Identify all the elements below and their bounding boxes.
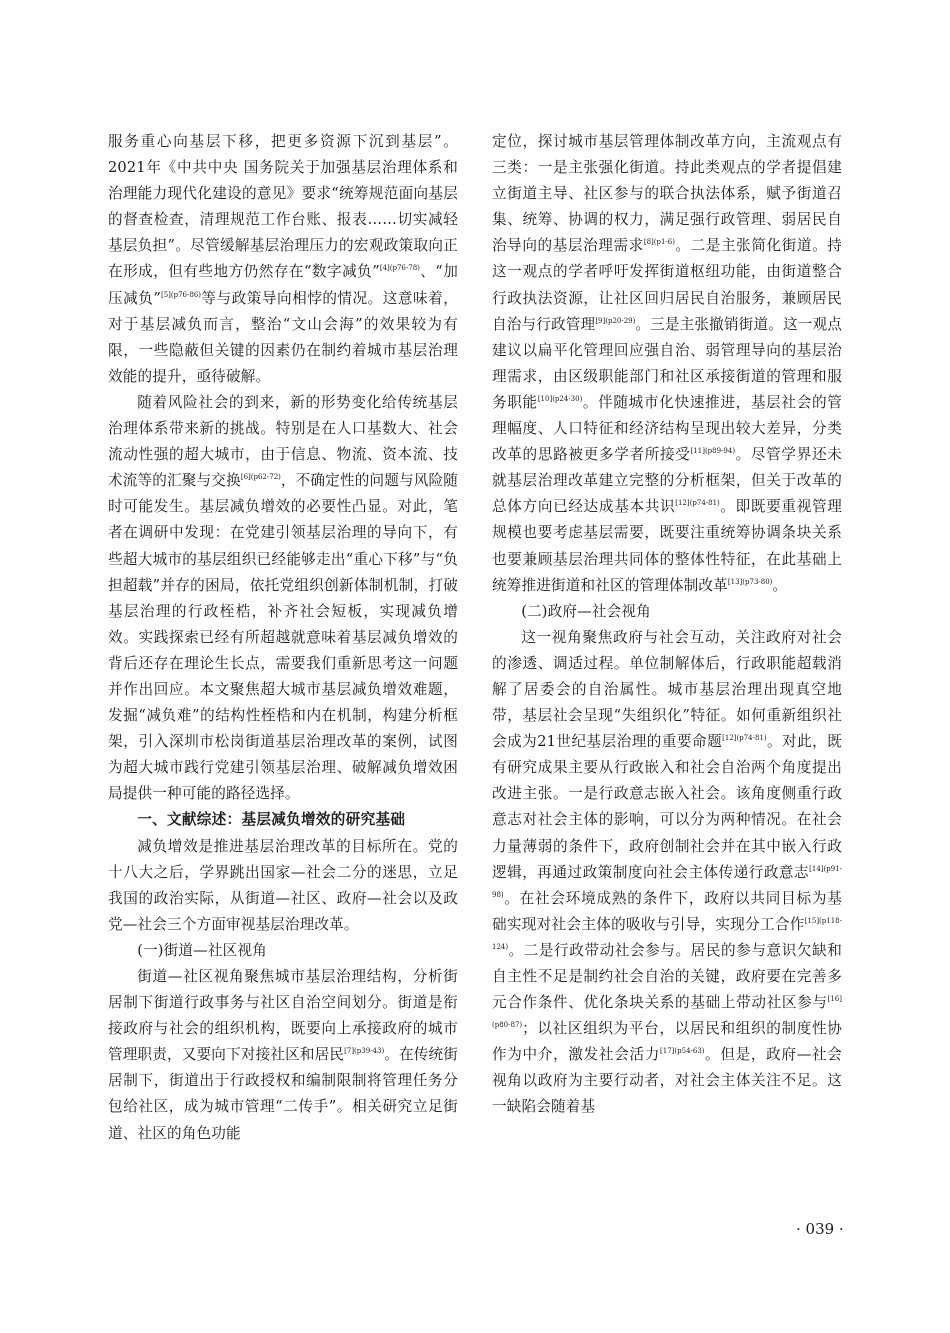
citation: [12](p74-81) <box>722 734 767 743</box>
citation: [4](p76-78) <box>379 264 420 273</box>
subheading-street-community: (一)街道—社区视角 <box>137 941 267 959</box>
citation: [5](p76-86) <box>160 290 202 299</box>
paragraph-review-intro: 减负增效是推进基层治理改革的目标所在。党的十八大之后，学界跳出国家—社会二分的迷思，立足我国的政治实际，从街道—社区、政府—社会以及政党—社会三个方面审视基层治理改革。 <box>108 837 458 933</box>
section-heading-literature-review: 一、文献综述：基层减负增效的研究基础 <box>137 811 406 829</box>
left-column <box>108 129 458 1147</box>
paragraph-government-society: 这一视角聚焦政府与社会互动，关注政府对社会的渗透、调适过程。单位制解体后，行政职能超载消解了居委会的自治属性。城市基层治理出现真空地带，基层社会呈现“失组织化”特征。如何重新组织社会成为21世纪基层治理的重要命题$^{[12](p74-81)}$。对此，既有研究成果主要从行政嵌入和社会自治两个角度提出改进主张。一是行政意志嵌入社会。该角度侧重行政意志对社会主体的影响，可以分为两种情况。在社会力量薄弱的条件下，政府创制社会并在其中嵌入行政逻辑，再通过政策制度向社会主体传递行政意志$^{[14](p91-98)}$。在社会环境成熟的条件下，政府以共同目标为基础实现对社会主体的吸收与引导，实现分工合作$^{[15](p118-124)}$。二是行政带动社会参与。居民的参与意识欠缺和自主性不足是制约社会自治的关键，政府要在完善多元合作条件、优化条块关系的基础上带动社区参与$^{[16](p80-87)}$；以社区组织为平台，以居民和组织的制度性协作为中介，激发社会活力$^{[17](p54-63)}$。但是，政府—社会视角以政府为主要行动者，对社会主体关注不足。这一缺陷会随着基 <box>492 628 843 1116</box>
citation: [15](p118-124) <box>492 916 842 951</box>
citation: [7](p39-43) <box>344 1047 385 1056</box>
right-column <box>492 129 842 1121</box>
citation: [17](p54-63) <box>660 1047 705 1056</box>
citation: [8](p1-6) <box>643 238 675 247</box>
citation: [11](p89-94) <box>690 447 736 456</box>
paragraph-street-reform-views: 定位，探讨城市基层管理体制改革方向，主流观点有三类：一是主张强化街道。持此类观点的学者提倡建立街道主导、社区参与的联合执法体系，赋予街道召集、统筹、协调的权力，满足强行政管理、弱居民自治导向的基层治理需求$^{[8](p1-6)}$。二是主张简化街道。持这一观点的学者呼吁发挥街道枢纽功能，由街道整合行政执法资源，让社区回归居民自治服务，兼顾居民自治与行政管理$^{[9](p20-29)}$。三是主张撤销街道。这一观点建议以扁平化管理回应强自治、弱管理导向的基层治理需求，由区级职能部门和社区承接街道的管理和服务职能$^{[10](p24-30)}$。伴随城市化快速推进，基层社会的管理幅度、人口特征和经济结构呈现出较大差异，分类改革的思路被更多学者所接受$^{[11](p89-94)}$。尽管学界还未就基层治理改革建立完整的分析框架，但关于改革的总体方向已经达成基本共识$^{[12](p74-81)}$。即既要重视管理规模也要考虑基层需要，既要注重统筹协调条块关系也要兼顾基层治理共同体的整体性特征，在此基础上统筹推进街道和社区的管理体制改革$^{[13](p73-80)}$。 <box>492 133 842 594</box>
citation: [9](p20-29) <box>595 316 636 325</box>
citation: [12](p74-81) <box>675 499 720 508</box>
citation: [10](p24-30) <box>537 394 583 403</box>
paragraph-intro-continued: 服务重心向基层下移，把更多资源下沉到基层”。2021年《中共中央 国务院关于加强基层治理体系和治理能力现代化建设的意见》要求“统筹规范面向基层的督查检查，清理规范工作台账、报表……切实减轻基层负担”。尽管缓解基层治理压力的宏观政策取向正在形成，但有些地方仍然存在“数字减负”$^{[4](p76-78)}$、“加压减负”$^{[5](p76-86)}$等与政策导向相悖的情况。这意味着，对于基层减负而言，整治“文山会海”的效果较为有限，一些隐蔽但关键的因素仍在制约着城市基层治理效能的提升，亟待破解。 <box>108 133 458 385</box>
citation: [6](p62-72) <box>240 473 281 482</box>
paragraph-risk-society: 随着风险社会的到来，新的形势变化给传统基层治理体系带来新的挑战。特别是在人口基数大、社会流动性强的超大城市，由于信息、物流、资本流、技术流等的汇聚与交换$^{[6](p62-72)}$，不确定性的问题与风险随时可能发生。基层减负增效的必要性凸显。对此，笔者在调研中发现：在党建引领基层治理的导向下，有些超大城市的基层组织已经能够走出“重心下移”与“负担超载”并存的困局，依托党组织创新体制机制，打破基层治理的行政桎梏，补齐社会短板，实现减负增效。实践探索已经有所超越就意味着基层减负增效的背后还存在理论生长点，需要我们重新思考这一问题并作出回应。本文聚焦超大城市基层减负增效难题，发掘“减负难”的结构性桎梏和内在机制，构建分析框架，引入深圳市松岗街道基层治理改革的案例，试图为超大城市践行党建引领基层治理、破解减负增效困局提供一种可能的路径选择。 <box>108 393 458 803</box>
page-number: · 039 · <box>796 1220 844 1238</box>
paragraph-street-community: 街道—社区视角聚焦城市基层治理结构，分析街居制下街道行政事务与社区自治空间划分。街道是衔接政府与社会的组织机构，既要向上承接政府的城市管理职责，又要向下对接社区和居民$^{[7](p39-43)}$。在传统街居制下，街道出于行政授权和编制限制将管理任务分包给社区，成为城市管理“二传手”。相关研究立足街道、社区的角色功能 <box>108 968 458 1142</box>
citation: [16](p80-87) <box>492 995 842 1030</box>
subheading-government-society: (二)政府—社会视角 <box>521 602 651 620</box>
citation: [14](p91-98) <box>492 864 842 899</box>
citation: [13](p73-80) <box>727 577 773 586</box>
